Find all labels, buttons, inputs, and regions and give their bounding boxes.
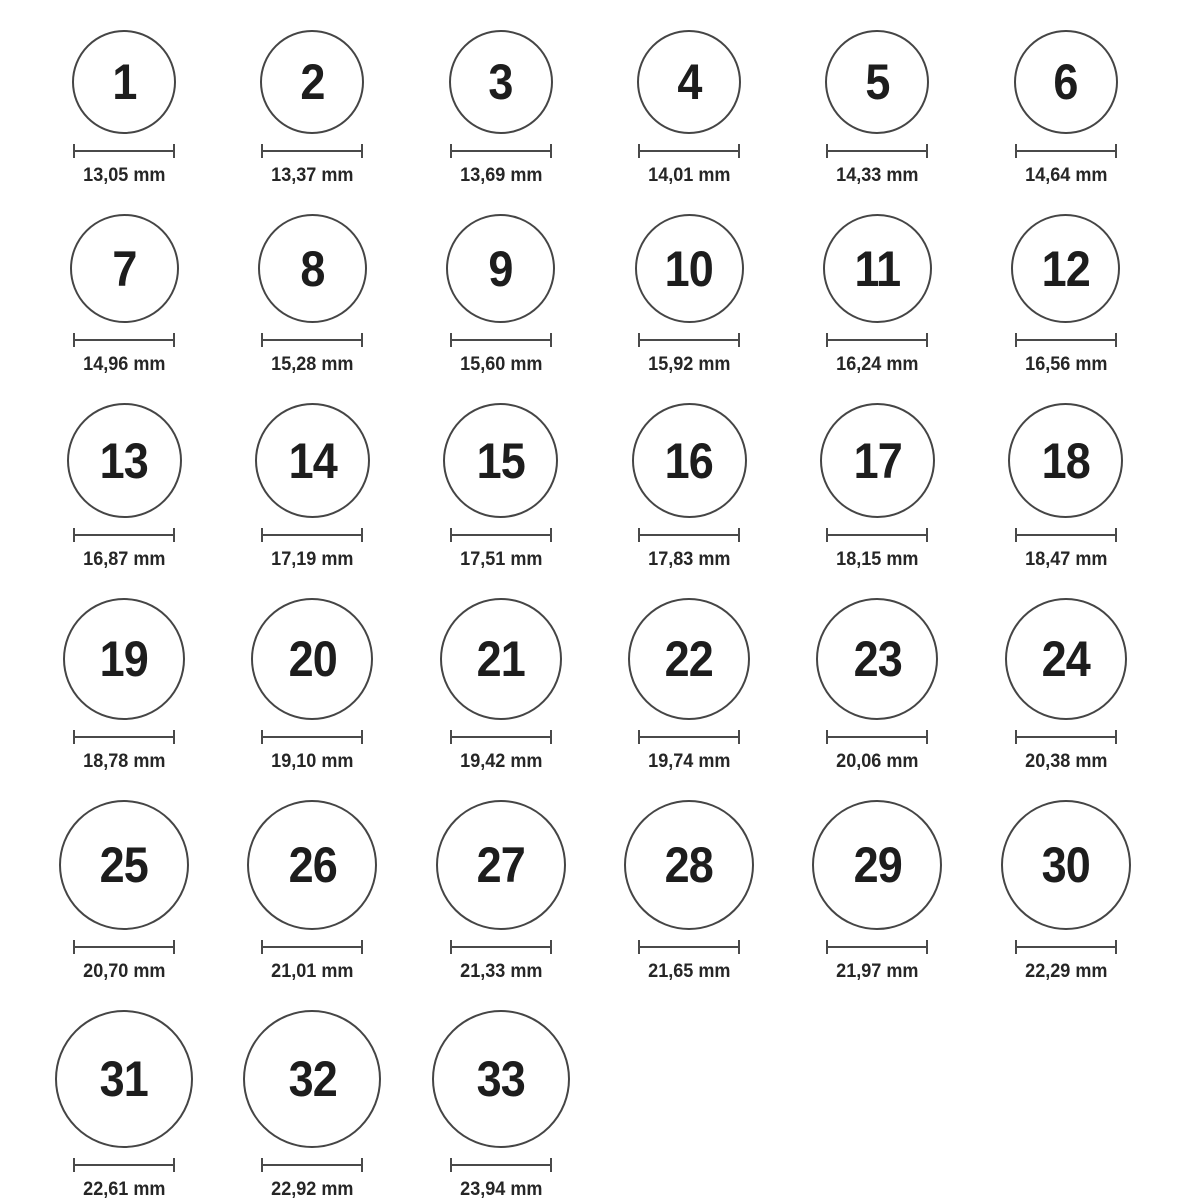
ring-size-number: 9 — [488, 240, 513, 297]
ring-circle — [70, 214, 179, 323]
ring-size-number: 7 — [112, 240, 137, 297]
diameter-label: 20,38 mm — [1024, 751, 1107, 772]
diameter-label: 13,69 mm — [459, 165, 542, 186]
ring-size-item — [972, 214, 1160, 376]
ring-size-number: 5 — [865, 54, 890, 110]
ring-circle — [1011, 214, 1120, 323]
diameter-label: 19,42 mm — [459, 751, 542, 772]
ring-circle — [260, 30, 364, 134]
diameter-measure-line — [1015, 333, 1117, 347]
diameter-measure-line — [73, 1158, 175, 1172]
diameter-measure-line — [1015, 144, 1117, 158]
ring-size-number: 17 — [853, 432, 902, 489]
ring-size-item — [218, 403, 406, 571]
diameter-measure-line — [261, 333, 363, 347]
ring-size-number: 19 — [100, 631, 149, 687]
ring-size-number: 6 — [1053, 54, 1078, 110]
ring-size-item — [30, 30, 218, 187]
ring-size-number: 25 — [100, 837, 149, 893]
ring-size-number: 2 — [300, 54, 325, 110]
ring-circle — [243, 1010, 381, 1148]
ring-size-item — [783, 403, 971, 571]
ring-size-item — [783, 214, 971, 376]
diameter-measure-line — [826, 730, 928, 744]
diameter-measure-line — [73, 730, 175, 744]
diameter-label: 19,10 mm — [271, 751, 354, 772]
diameter-label: 20,70 mm — [83, 961, 166, 982]
ring-size-number: 18 — [1041, 432, 1090, 489]
diameter-label: 18,47 mm — [1024, 549, 1107, 570]
ring-size-item — [407, 598, 595, 773]
diameter-measure-line — [261, 1158, 363, 1172]
diameter-label: 21,65 mm — [648, 961, 731, 982]
ring-size-item — [595, 800, 783, 983]
ring-circle — [637, 30, 741, 134]
ring-circle — [436, 800, 566, 930]
ring-size-item — [972, 403, 1160, 571]
diameter-measure-line — [638, 940, 740, 954]
diameter-label: 14,33 mm — [836, 165, 919, 186]
ring-size-item — [783, 30, 971, 187]
ring-size-item — [30, 403, 218, 571]
ring-size-item — [783, 598, 971, 773]
diameter-label: 18,15 mm — [836, 549, 919, 570]
ring-circle — [255, 403, 370, 518]
ring-size-number: 21 — [476, 631, 525, 687]
diameter-label: 23,94 mm — [459, 1179, 542, 1200]
ring-circle — [449, 30, 553, 134]
ring-size-item — [407, 214, 595, 376]
ring-circle — [63, 598, 185, 720]
diameter-measure-line — [1015, 528, 1117, 542]
ring-size-number: 31 — [100, 1051, 149, 1107]
diameter-measure-line — [73, 528, 175, 542]
ring-circle — [55, 1010, 193, 1148]
ring-size-number: 1 — [112, 54, 137, 110]
ring-circle — [67, 403, 182, 518]
diameter-label: 16,24 mm — [836, 354, 919, 375]
ring-circle — [432, 1010, 570, 1148]
ring-circle — [258, 214, 367, 323]
diameter-label: 18,78 mm — [83, 751, 166, 772]
diameter-label: 14,64 mm — [1024, 165, 1107, 186]
ring-size-number: 27 — [476, 837, 525, 893]
ring-size-item — [595, 30, 783, 187]
ring-circle — [72, 30, 176, 134]
ring-size-item — [218, 30, 406, 187]
diameter-label: 15,92 mm — [648, 354, 731, 375]
diameter-measure-line — [638, 730, 740, 744]
ring-size-item — [595, 598, 783, 773]
ring-size-number: 13 — [100, 432, 149, 489]
ring-size-item — [218, 1010, 406, 1200]
ring-size-number: 20 — [288, 631, 337, 687]
ring-size-number: 16 — [665, 432, 714, 489]
ring-size-item — [407, 1010, 595, 1200]
diameter-measure-line — [826, 144, 928, 158]
diameter-measure-line — [1015, 730, 1117, 744]
ring-size-number: 28 — [665, 837, 714, 893]
diameter-label: 17,83 mm — [648, 549, 731, 570]
ring-circle — [632, 403, 747, 518]
ring-size-number: 11 — [854, 240, 901, 297]
ring-size-number: 10 — [665, 240, 714, 297]
ring-size-number: 24 — [1041, 631, 1090, 687]
diameter-measure-line — [638, 528, 740, 542]
ring-size-item — [972, 800, 1160, 983]
diameter-measure-line — [450, 940, 552, 954]
ring-circle — [1001, 800, 1131, 930]
diameter-measure-line — [73, 333, 175, 347]
ring-circle — [820, 403, 935, 518]
ring-circle — [247, 800, 377, 930]
ring-size-item — [218, 598, 406, 773]
ring-size-item — [972, 598, 1160, 773]
diameter-label: 21,01 mm — [271, 961, 354, 982]
ring-circle — [59, 800, 189, 930]
diameter-measure-line — [826, 940, 928, 954]
diameter-measure-line — [450, 1158, 552, 1172]
ring-circle — [1008, 403, 1123, 518]
ring-size-item — [595, 403, 783, 571]
ring-circle — [443, 403, 558, 518]
ring-size-number: 4 — [677, 54, 702, 110]
diameter-label: 22,29 mm — [1024, 961, 1107, 982]
ring-size-number: 30 — [1041, 837, 1090, 893]
diameter-measure-line — [638, 333, 740, 347]
ring-circle — [1014, 30, 1118, 134]
ring-circle — [825, 30, 929, 134]
diameter-measure-line — [638, 144, 740, 158]
ring-circle — [812, 800, 942, 930]
ring-size-number: 14 — [288, 432, 337, 489]
diameter-measure-line — [450, 144, 552, 158]
diameter-label: 14,96 mm — [83, 354, 166, 375]
ring-size-item — [30, 214, 218, 376]
diameter-measure-line — [73, 940, 175, 954]
ring-size-item — [30, 1010, 218, 1200]
diameter-label: 22,92 mm — [271, 1179, 354, 1200]
diameter-label: 16,87 mm — [83, 549, 166, 570]
diameter-label: 20,06 mm — [836, 751, 919, 772]
diameter-label: 17,51 mm — [459, 549, 542, 570]
diameter-measure-line — [450, 333, 552, 347]
ring-size-item — [783, 800, 971, 983]
ring-circle — [251, 598, 373, 720]
ring-size-number: 8 — [300, 240, 325, 297]
diameter-measure-line — [1015, 940, 1117, 954]
ring-size-item — [407, 403, 595, 571]
diameter-measure-line — [261, 730, 363, 744]
diameter-label: 17,19 mm — [271, 549, 354, 570]
ring-size-number: 3 — [488, 54, 513, 110]
ring-circle — [440, 598, 562, 720]
diameter-measure-line — [261, 940, 363, 954]
ring-size-item — [30, 800, 218, 983]
ring-size-number: 29 — [853, 837, 902, 893]
ring-circle — [446, 214, 555, 323]
diameter-label: 22,61 mm — [83, 1179, 166, 1200]
ring-circle — [816, 598, 938, 720]
diameter-measure-line — [261, 528, 363, 542]
ring-size-item — [218, 214, 406, 376]
diameter-measure-line — [450, 528, 552, 542]
ring-circle — [823, 214, 932, 323]
ring-size-item — [595, 214, 783, 376]
diameter-measure-line — [73, 144, 175, 158]
diameter-label: 13,05 mm — [83, 165, 166, 186]
ring-size-number: 23 — [853, 631, 902, 687]
diameter-label: 13,37 mm — [271, 165, 354, 186]
diameter-measure-line — [450, 730, 552, 744]
ring-size-number: 26 — [288, 837, 337, 893]
diameter-label: 21,97 mm — [836, 961, 919, 982]
ring-size-item — [407, 30, 595, 187]
ring-circle — [624, 800, 754, 930]
diameter-label: 16,56 mm — [1024, 354, 1107, 375]
ring-size-number: 32 — [288, 1051, 337, 1107]
diameter-label: 15,60 mm — [459, 354, 542, 375]
diameter-label: 14,01 mm — [648, 165, 731, 186]
ring-size-item — [972, 30, 1160, 187]
diameter-label: 21,33 mm — [459, 961, 542, 982]
ring-size-number: 33 — [476, 1051, 525, 1107]
ring-circle — [635, 214, 744, 323]
diameter-label: 19,74 mm — [648, 751, 731, 772]
ring-size-number: 22 — [665, 631, 714, 687]
diameter-measure-line — [826, 528, 928, 542]
diameter-label: 15,28 mm — [271, 354, 354, 375]
diameter-measure-line — [261, 144, 363, 158]
ring-size-number: 15 — [476, 432, 525, 489]
ring-size-item — [218, 800, 406, 983]
diameter-measure-line — [826, 333, 928, 347]
ring-circle — [1005, 598, 1127, 720]
ring-size-item — [30, 598, 218, 773]
ring-size-item — [407, 800, 595, 983]
ring-size-number: 12 — [1041, 240, 1090, 297]
ring-circle — [628, 598, 750, 720]
